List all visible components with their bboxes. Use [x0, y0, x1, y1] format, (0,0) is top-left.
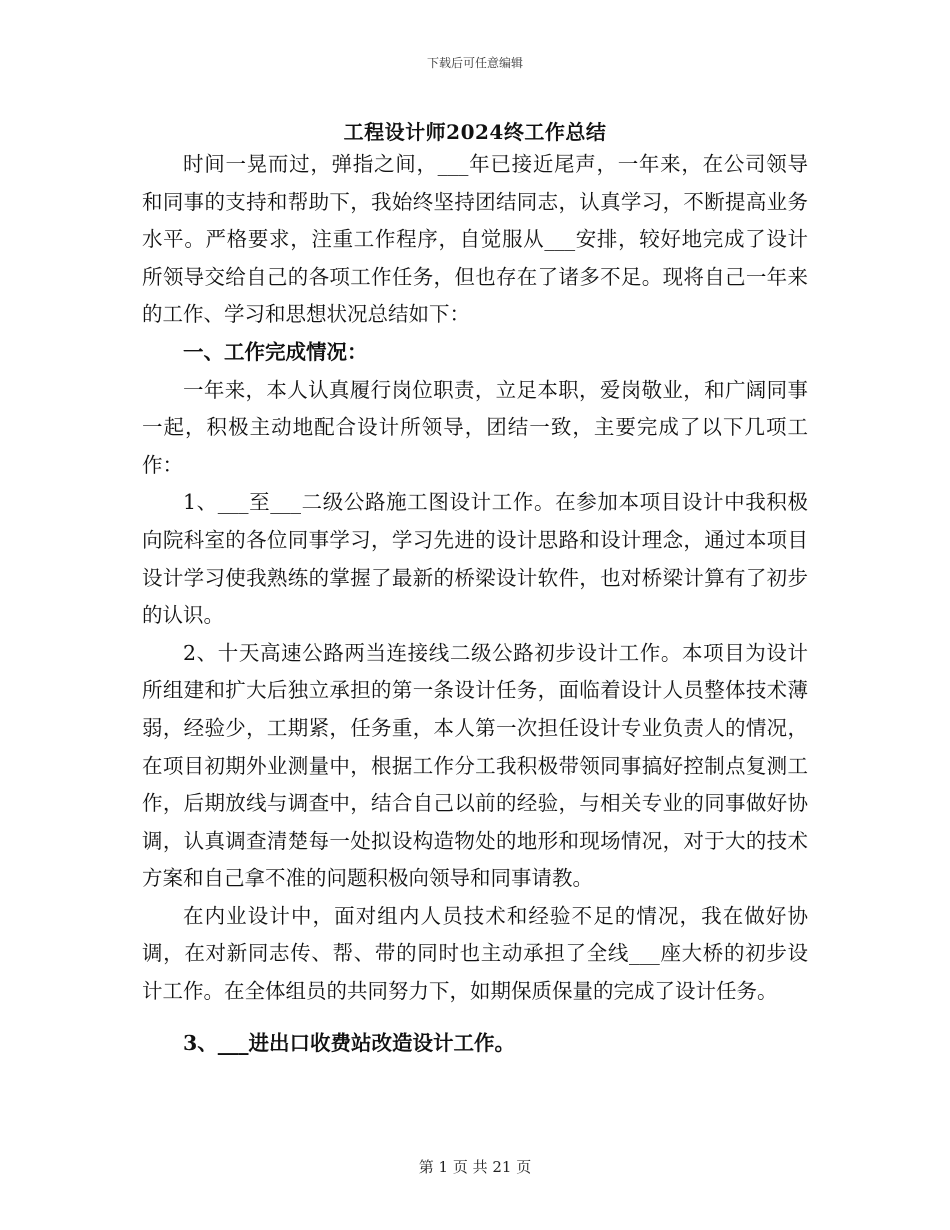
paragraph-item-2: 2、十天高速公路两当连接线二级公路初步设计工作。本项目为设计所组建和扩大后独立承担的第一条设计任务，面临着设计人员整体技术薄弱，经验少，工期紧，任务重，本人第一次担任设计专业负责人的情况，在项目初期外业测量中，根据工作分工我积极带领同事搞好控制点复测工作，后期放线与调查中，结合自己以前的经验，与相关专业的同事做好协调，认真调查清楚每一处拟设构造物处的地形和现场情况，对于大的技术方案和自己拿不准的问题积极向领导和同事请教。	[142, 640, 808, 891]
page-number-footer: 第 1 页 共 21 页	[418, 1158, 532, 1176]
paragraph-item-1: 1、___至___二级公路施工图设计工作。在参加本项目设计中我积极向院科室的各位同事学习，学习先进的设计思路和设计理念，通过本项目设计学习使我熟练的掌握了最新的桥梁设计软件，也对桥梁计算有了初步的认识。	[142, 490, 808, 628]
paragraph-internal-design: 在内业设计中，面对组内人员技术和经验不足的情况，我在做好协调，在对新同志传、帮、带的同时也主动承担了全线___座大桥的初步设计工作。在全体组员的共同努力下，如期保质保量的完成了设计任务。	[142, 903, 808, 1004]
paragraph-intro: 时间一晃而过，弹指之间，___年已接近尾声，一年来，在公司领导和同事的支持和帮助下，我始终坚持团结同志，认真学习，不断提高业务水平。严格要求，注重工作程序，自觉服从___安排，较好地完成了设计所领导交给自己的各项工作任务，但也存在了诸多不足。现将自己一年来的工作、学习和思想状况总结如下：	[142, 152, 808, 327]
document-body	[142, 146, 808, 1062]
paragraph-overview: 一年来，本人认真履行岗位职责，立足本职，爱岗敬业，和广阔同事一起，积极主动地配合设计所领导，团结一致，主要完成了以下几项工作：	[142, 377, 808, 477]
document-title: 工程设计师2024终工作总结	[343, 120, 607, 144]
section-heading-work-completion: 一、工作完成情况：	[183, 339, 368, 364]
page-header-note: 下载后可任意编辑	[426, 56, 523, 70]
paragraph-item-3: 3、___进出口收费站改造设计工作。	[183, 1030, 516, 1055]
